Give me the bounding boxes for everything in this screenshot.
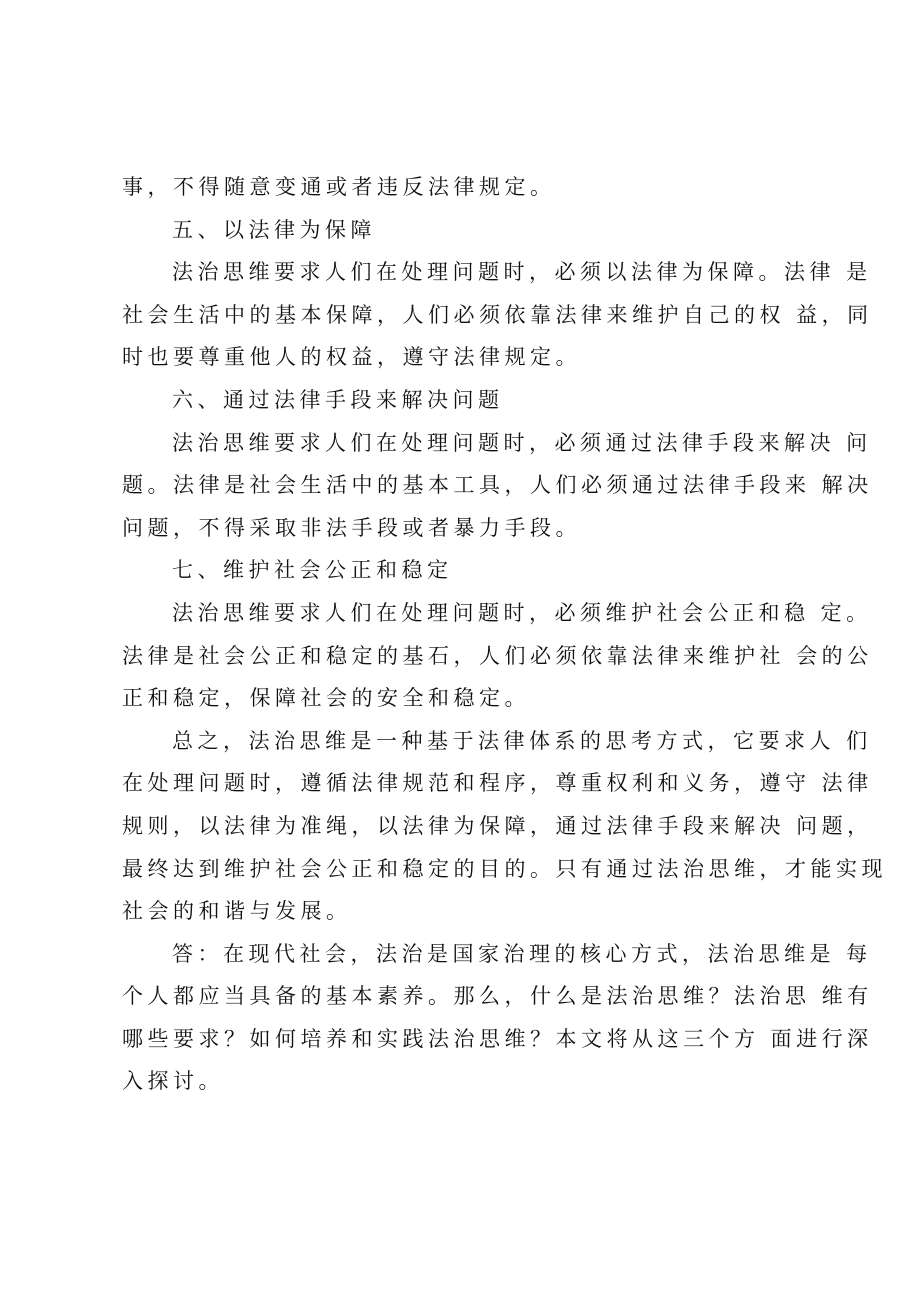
text-line: 最终达到维护社会公正和稳定的目的。只有通过法治思维，才能实现: [122, 856, 887, 881]
text-line: 法治思维要求人们在处理问题时，必须以法律为保障。法律 是: [172, 260, 872, 285]
text-line: 问题，不得采取非法手段或者暴力手段。: [122, 515, 581, 540]
text-line: 答：在现代社会，法治是国家治理的核心方式，法治思维是 每: [172, 941, 872, 966]
text-line: 法治思维要求人们在处理问题时，必须通过法律手段来解决 问: [172, 430, 872, 455]
section-heading: 七、维护社会公正和稳定: [172, 558, 453, 583]
text-line: 时也要尊重他人的权益，遵守法律规定。: [122, 345, 581, 370]
text-line: 题。法律是社会生活中的基本工具，人们必须通过法律手段来 解决: [122, 473, 873, 498]
section-heading: 六、通过法律手段来解决问题: [172, 387, 504, 412]
text-line: 总之，法治思维是一种基于法律体系的思考方式，它要求人 们: [172, 728, 872, 753]
document-body: [122, 166, 887, 1103]
text-line: 哪些要求？如何培养和实践法治思维？本文将从这三个方 面进行深: [122, 1026, 873, 1051]
text-line: 在处理问题时，遵循法律规范和程序，尊重权利和义务，遵守 法律: [122, 771, 873, 796]
text-line: 个人都应当具备的基本素养。那么，什么是法治思维？法治思 维有: [122, 984, 873, 1009]
text-line: 法治思维要求人们在处理问题时，必须维护社会公正和稳 定。: [172, 600, 872, 625]
text-line: 正和稳定，保障社会的安全和稳定。: [122, 686, 530, 711]
text-line: 规则，以法律为准绳，以法律为保障，通过法律手段来解决 问题，: [122, 813, 873, 838]
text-line: 法律是社会公正和稳定的基石，人们必须依靠法律来维护社 会的公: [122, 643, 873, 668]
section-heading: 五、以法律为保障: [172, 217, 376, 242]
text-line: 入探讨。: [122, 1069, 224, 1094]
text-line: 事，不得随意变通或者违反法律规定。: [122, 175, 556, 199]
text-line: 社会的和谐与发展。: [122, 899, 352, 924]
text-line: 社会生活中的基本保障，人们必须依靠法律来维护自己的权 益，同: [122, 302, 873, 327]
